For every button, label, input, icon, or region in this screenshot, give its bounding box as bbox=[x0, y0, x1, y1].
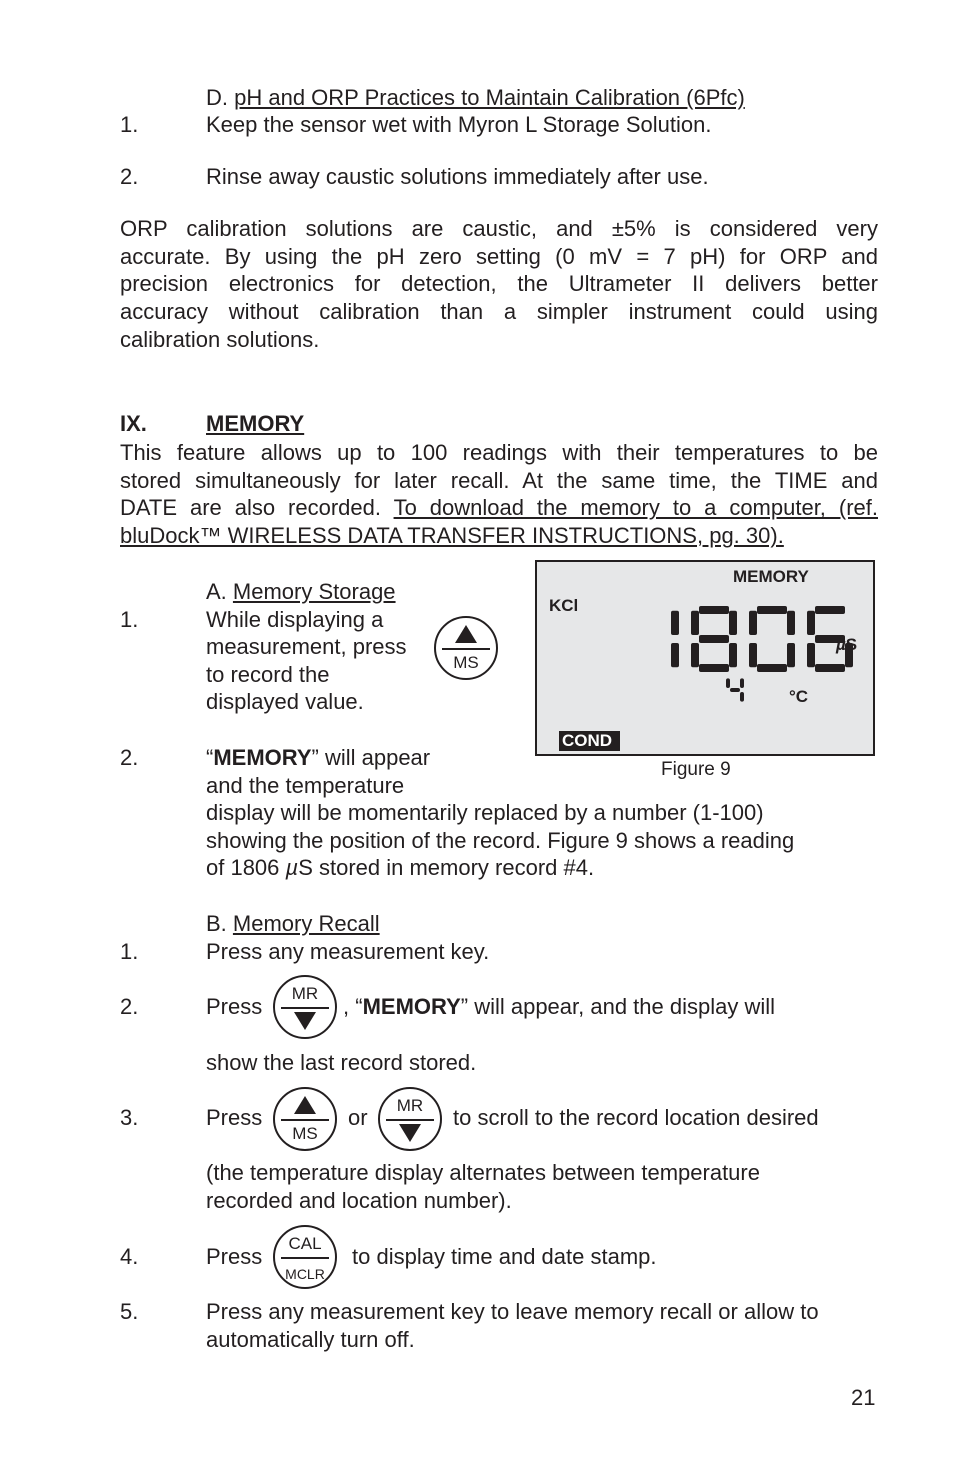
ms-up-button-icon bbox=[434, 616, 498, 680]
list-item-text: Rinse away caustic solutions immediately after use. bbox=[206, 164, 709, 189]
orp-paragraph bbox=[120, 215, 878, 353]
list-number: 1. bbox=[120, 939, 139, 964]
button-label: MR bbox=[396, 1096, 424, 1115]
list-number: 1. bbox=[120, 112, 139, 137]
lcd-segment bbox=[699, 635, 729, 643]
lcd-segment bbox=[699, 664, 729, 672]
lcd-segment bbox=[730, 688, 740, 692]
lcd-unit: µS bbox=[836, 635, 858, 654]
list-item-text: automatically turn off. bbox=[206, 1327, 415, 1352]
lcd-segment bbox=[815, 606, 845, 614]
paragraph-line: precision electronics for detection, the Ultrameter II delivers better bbox=[120, 271, 878, 297]
list-item-text: “MEMORY” will appear bbox=[206, 745, 431, 770]
memory-storage-title: Memory Storage bbox=[232, 579, 396, 604]
intro-plain-text: DATE are also recorded. bbox=[120, 495, 394, 521]
lcd-segment bbox=[787, 643, 795, 667]
section-ix-number: IX. bbox=[120, 411, 147, 436]
lcd-kcl-label: KCl bbox=[549, 596, 579, 615]
lcd-segment bbox=[699, 606, 729, 614]
list-number: 4. bbox=[120, 1244, 139, 1269]
list-item-text: (the temperature display alternates between temperature bbox=[206, 1160, 760, 1185]
section-d-prefix: D. bbox=[206, 85, 228, 110]
memory-storage-heading bbox=[206, 578, 396, 605]
list-item-text: of 1806 µS stored in memory record #4. bbox=[206, 855, 595, 880]
memory-recall-title: Memory Recall bbox=[232, 911, 380, 936]
list-item-text: displayed value. bbox=[206, 689, 364, 714]
list-number: 2. bbox=[120, 745, 139, 770]
paragraph-line: stored simultaneously for later recall. At the same time, the TIME and bbox=[120, 467, 878, 493]
press-text: Press bbox=[206, 1105, 263, 1130]
list-item-text: Keep the sensor wet with Myron L Storage Solution. bbox=[206, 112, 712, 137]
button-label: MCLR bbox=[285, 1266, 325, 1282]
page-number: 21 bbox=[851, 1385, 876, 1410]
mr-down-button-icon bbox=[273, 975, 337, 1039]
paragraph-line bbox=[120, 494, 878, 522]
section-d-heading bbox=[206, 84, 745, 111]
list-item-text: to display time and date stamp. bbox=[352, 1244, 657, 1269]
lcd-segment bbox=[740, 692, 744, 702]
list-number: 2. bbox=[120, 164, 139, 189]
paragraph-line: ORP calibration solutions are caustic, and ±5% is considered very bbox=[120, 216, 878, 241]
button-label: MS bbox=[292, 1124, 318, 1143]
lcd-memory-label: MEMORY bbox=[733, 567, 809, 586]
section-ix-title: MEMORY bbox=[206, 411, 305, 436]
down-arrow-icon bbox=[294, 1012, 316, 1030]
button-label: MS bbox=[453, 653, 479, 672]
list-item-text: to scroll to the record location desired bbox=[453, 1105, 819, 1130]
lcd-segment bbox=[726, 678, 730, 688]
lcd-segment bbox=[749, 611, 757, 635]
up-arrow-icon bbox=[294, 1096, 316, 1114]
down-arrow-icon bbox=[399, 1124, 421, 1142]
memory-intro-paragraph bbox=[120, 439, 878, 550]
ms-up-button-icon bbox=[273, 1087, 337, 1151]
paragraph-line: This feature allows up to 100 readings with their temperatures to be bbox=[120, 440, 878, 465]
lcd-segment bbox=[740, 678, 744, 688]
list-item-text: show the last record stored. bbox=[206, 1050, 477, 1075]
lcd-segment bbox=[691, 611, 699, 635]
lcd-segment bbox=[671, 643, 679, 667]
list-item-text: showing the position of the record. Figure 9 shows a reading bbox=[206, 828, 795, 853]
lcd-seven-segment-digits bbox=[537, 562, 873, 754]
list-item-text: measurement, press bbox=[206, 634, 407, 659]
list-item-text: , “MEMORY” will appear, and the display will bbox=[343, 994, 776, 1019]
up-arrow-icon bbox=[455, 625, 477, 643]
lcd-display-figure bbox=[535, 560, 875, 756]
figure-caption: Figure 9 bbox=[661, 759, 731, 780]
button-label: CAL bbox=[288, 1234, 322, 1253]
lcd-segment bbox=[757, 664, 787, 672]
list-item-text: and the temperature bbox=[206, 773, 405, 798]
list-item-text: display will be momentarily replaced by a number (1-100) bbox=[206, 800, 764, 825]
lcd-segment bbox=[671, 611, 679, 635]
download-reference-link: bluDock™ WIRELESS DATA TRANSFER INSTRUCTIONS, pg. 30). bbox=[120, 523, 784, 549]
lcd-temp-unit: °C bbox=[789, 687, 809, 706]
list-number: 1. bbox=[120, 607, 139, 632]
lcd-segment bbox=[815, 664, 845, 672]
lcd-segment bbox=[749, 643, 757, 667]
lcd-segment bbox=[729, 643, 737, 667]
download-reference-link: To download the memory to a computer, (ref. bbox=[393, 495, 878, 521]
memory-keyword: MEMORY bbox=[362, 994, 461, 1019]
mr-down-button-icon bbox=[378, 1087, 442, 1151]
list-item-text: recorded and location number). bbox=[206, 1188, 512, 1213]
memory-recall-heading bbox=[206, 910, 380, 937]
or-text: or bbox=[348, 1105, 368, 1130]
list-number: 3. bbox=[120, 1105, 139, 1130]
list-number: 2. bbox=[120, 994, 139, 1019]
list-item-text: Press any measurement key to leave memory recall or allow to bbox=[206, 1299, 819, 1324]
lcd-mode-badge: COND bbox=[559, 731, 620, 751]
paragraph-line: calibration solutions. bbox=[120, 326, 320, 352]
memory-recall-prefix: B. bbox=[206, 911, 227, 936]
lcd-segment bbox=[757, 606, 787, 614]
lcd-segment bbox=[691, 643, 699, 667]
memory-storage-prefix: A. bbox=[206, 579, 227, 604]
list-item-text: Press any measurement key. bbox=[206, 939, 490, 964]
paragraph-line: accuracy without calibration than a simpler instrument could using bbox=[120, 299, 878, 325]
list-item-text: to record the bbox=[206, 662, 330, 687]
list-item-text: While displaying a bbox=[206, 607, 384, 632]
cal-mclr-button-icon bbox=[273, 1225, 337, 1289]
section-d-title: pH and ORP Practices to Maintain Calibration (6Pfc) bbox=[234, 85, 745, 110]
lcd-segment bbox=[787, 611, 795, 635]
paragraph-line: accurate. By using the pH zero setting (0 mV = 7 pH) for ORP and bbox=[120, 243, 878, 269]
memory-keyword: MEMORY bbox=[213, 745, 312, 770]
mu-symbol: µ bbox=[285, 855, 299, 880]
list-number: 5. bbox=[120, 1299, 139, 1324]
press-text: Press bbox=[206, 1244, 263, 1269]
button-label: MR bbox=[291, 984, 319, 1003]
lcd-segment bbox=[807, 643, 815, 667]
press-text: Press bbox=[206, 994, 263, 1019]
lcd-segment bbox=[807, 611, 815, 635]
lcd-segment bbox=[729, 611, 737, 635]
